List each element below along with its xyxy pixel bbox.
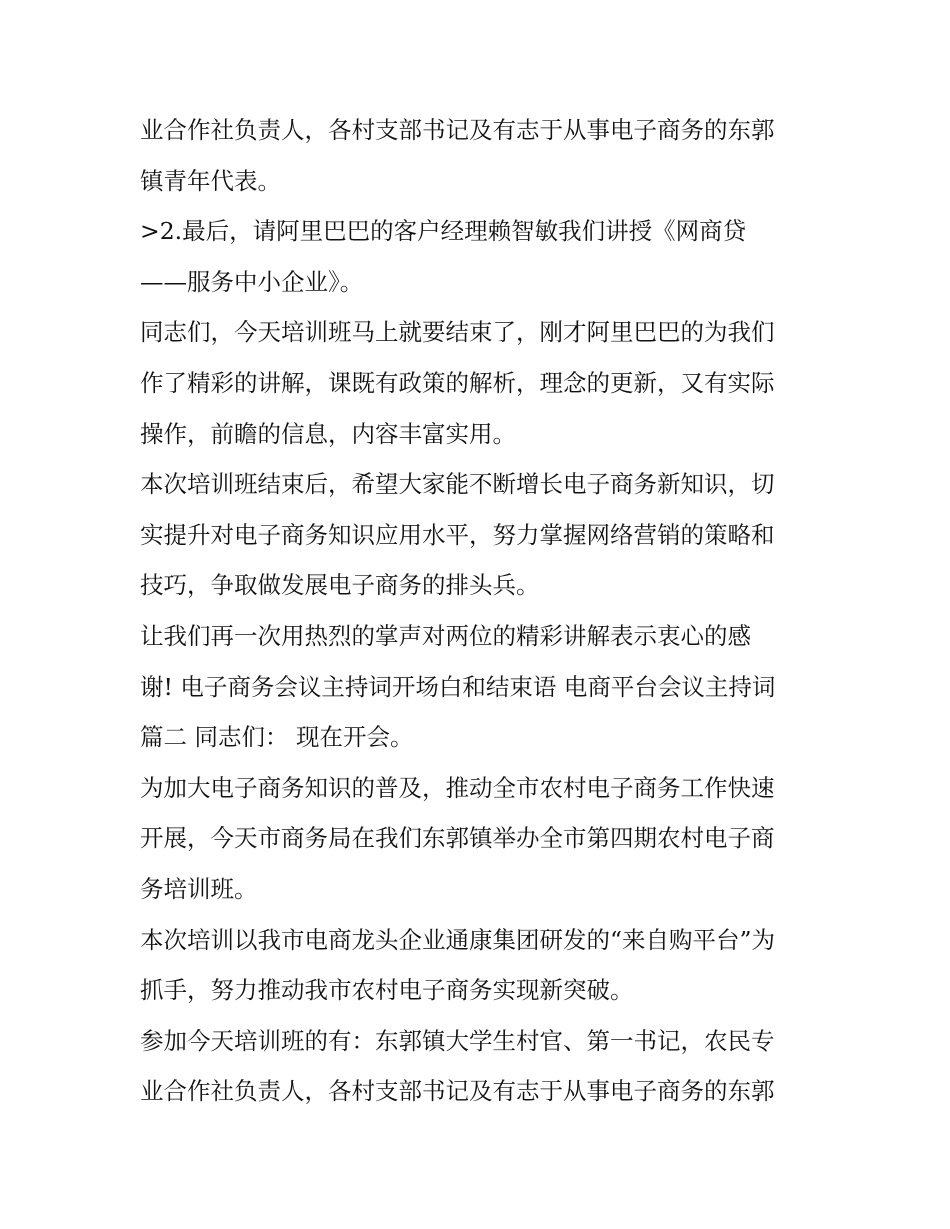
text-line: 开展，今天市商务局在我们东郭镇举办全市第四期农村电子商 [140,824,775,853]
text-line: 业合作社负责人，各村支部书记及有志于从事电子商务的东郭 [140,116,775,144]
text-line: 务培训班。 [140,874,258,903]
text-line: 本次培训以我市电商龙头企业通康集团研发的“来自购平台”为 [140,925,776,954]
text-line: 抓手，努力推动我市农村电子商务实现新突破。 [140,976,634,1005]
text-line: >2.最后，请阿里巴巴的客户经理赖智敏我们讲授《网商贷 [140,217,747,246]
text-line: 作了精彩的讲解，课既有政策的解析，理念的更新，又有实际 [140,368,775,397]
text-line: 实提升对电子商务知识应用水平，努力掌握网络营销的策略和 [140,520,775,549]
document-body [140,105,820,1117]
text-line: 谢! 电子商务会议主持词开场白和结束语 电商平台会议主持词 [140,672,776,701]
text-line: 同志们，今天培训班马上就要结束了，刚才阿里巴巴的为我们 [140,318,775,347]
text-line: 技巧，争取做发展电子商务的排头兵。 [140,571,540,600]
text-line: 业合作社负责人，各村支部书记及有志于从事电子商务的东郭 [140,1077,775,1106]
text-line: 篇二 同志们： 现在开会。 [140,723,414,752]
text-line: 参加今天培训班的有：东郭镇大学生村官、第一书记，农民专 [140,1026,775,1055]
text-line: ——服务中小企业》。 [140,267,364,296]
text-line: 让我们再一次用热烈的掌声对两位的精彩讲解表示衷心的感 [140,621,751,650]
text-line: 为加大电子商务知识的普及，推动全市农村电子商务工作快速 [140,773,775,802]
text-line: 镇青年代表。 [140,166,281,195]
text-line: 操作，前瞻的信息，内容丰富实用。 [140,419,516,448]
text-line: 本次培训班结束后，希望大家能不断增长电子商务新知识，切 [140,470,775,499]
